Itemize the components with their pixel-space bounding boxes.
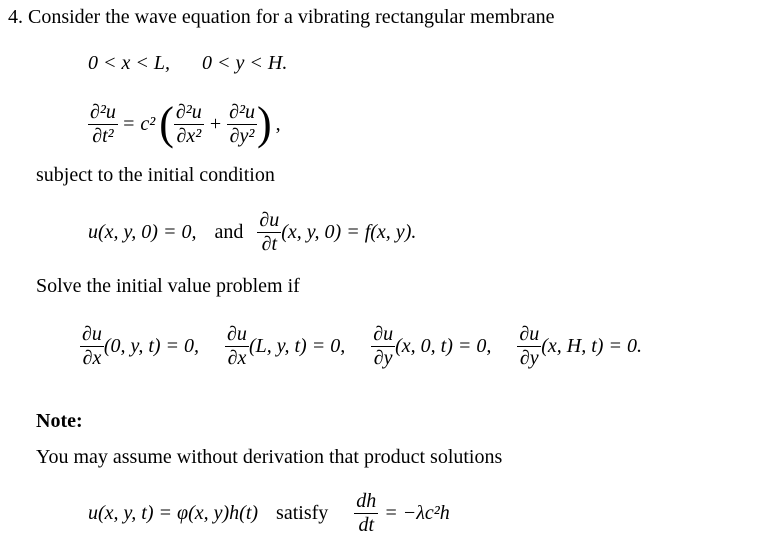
bc1-rest: (0, y, t) = 0, bbox=[103, 334, 200, 357]
du-dt-fraction: $\frac{\partial u}{\partial t}$ bbox=[259, 208, 280, 255]
solve-text: Solve the initial value problem if bbox=[36, 275, 300, 297]
bc4-fraction: $\frac{\partial u}{\partial y}$ bbox=[519, 322, 540, 369]
initial-intro: subject to the initial condition bbox=[36, 164, 275, 186]
note-text: You may assume without derivation that product solutions bbox=[36, 446, 503, 468]
problem-intro: Consider the wave equation for a vibrating rectangular membrane bbox=[28, 6, 555, 28]
problem-statement bbox=[8, 6, 554, 29]
domain-x: 0 < x < L, bbox=[88, 52, 170, 74]
and-word: and bbox=[214, 220, 244, 243]
left-paren: ( bbox=[159, 97, 174, 150]
product-form: u(x, y, t) = φ(x, y)h(t) bbox=[88, 501, 259, 524]
u-condition: u(x, y, 0) = 0, bbox=[88, 220, 197, 243]
bc3-rest: (x, 0, t) = 0, bbox=[395, 334, 492, 357]
dh-dt-fraction: $\frac{dh}{dt}$ bbox=[356, 489, 377, 536]
pde-comma: , bbox=[275, 112, 281, 135]
note-heading: Note: bbox=[36, 410, 83, 432]
term2-fraction: $\frac{\text{∂²u}}{\text{∂y²}}$ bbox=[229, 100, 255, 147]
initial-conditions bbox=[88, 204, 416, 260]
plus-sign: + bbox=[209, 112, 222, 135]
problem-number: 4. bbox=[8, 6, 23, 28]
term1-fraction: $\frac{\text{∂²u}}{\text{∂x²}}$ bbox=[175, 100, 202, 147]
domain-y: 0 < y < H. bbox=[202, 52, 288, 74]
ode-rhs: = −λc²h bbox=[384, 501, 450, 524]
domain-inequalities bbox=[88, 52, 287, 75]
bc2-fraction: $\frac{\partial u}{\partial x}$ bbox=[227, 322, 247, 369]
product-solution bbox=[88, 488, 450, 538]
bc1-fraction: $\frac{\partial u}{\partial x}$ bbox=[82, 322, 102, 369]
wave-equation bbox=[88, 94, 281, 154]
satisfy-word: satisfy bbox=[276, 501, 329, 524]
right-paren: ) bbox=[256, 97, 272, 150]
boundary-conditions bbox=[80, 318, 642, 374]
bc2-rest: (L, y, t) = 0, bbox=[248, 334, 346, 357]
bc4-rest: (x, H, t) = 0. bbox=[541, 334, 642, 357]
equals-c2: = c² bbox=[121, 112, 156, 135]
lhs-fraction: $\frac{\text{∂²u}}{\text{∂t²}}$ bbox=[90, 100, 116, 147]
du-dt-rest: (x, y, 0) = f(x, y). bbox=[281, 220, 417, 243]
bc3-fraction: $\frac{\partial u}{\partial y}$ bbox=[373, 322, 394, 369]
